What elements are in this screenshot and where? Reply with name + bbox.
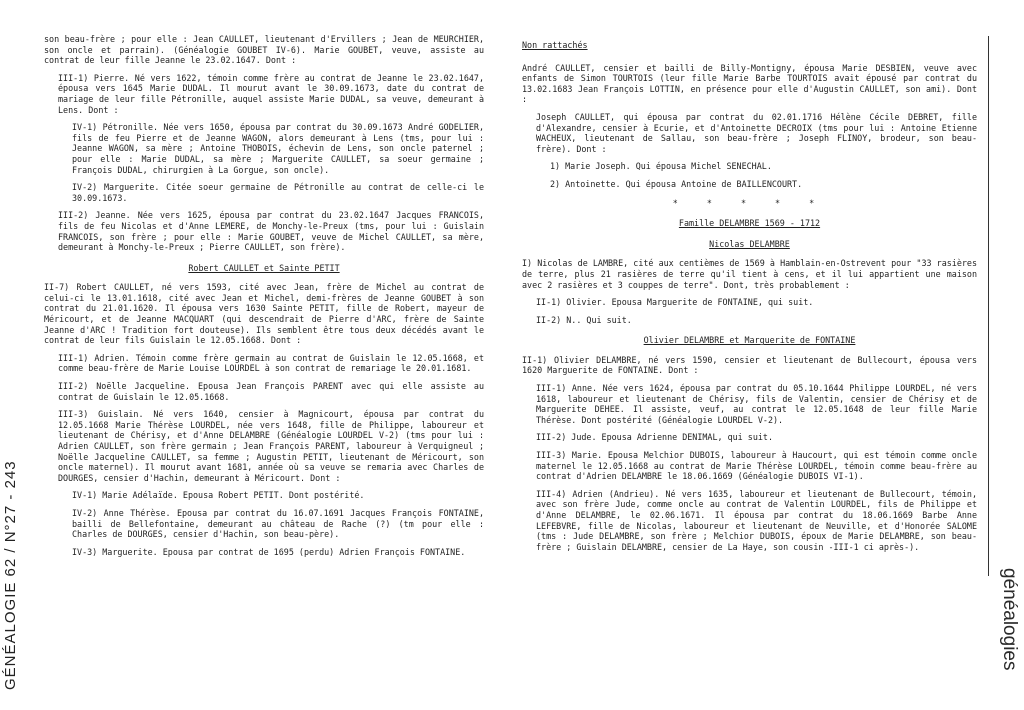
paragraph: III-4) Adrien (Andrieu). Né vers 1635, laboureur et lieutenant de Bullecourt, témoin, avec son frère Jude, comme oncle au contrat de Valentin LOURDEL, fils de Philippe et d'Anne DELAMBRE, le 02.06.1671. Il épousa par contrat du 18.06.1669 Barbe Anne LEFEBVRE, fille de Nicolas, laboureur et lieutenant de Neuville, et d'Honorée SALOME (tms : Jude DELAMBRE, son frère ; Melchior DUBOIS, époux de Marie DELAMBRE, son beau-frère ; Guislain DELAMBRE, censier de La Haye, son cousin -III-1 ci après-). [536, 488, 977, 552]
paragraph: IV-2) Anne Thérèse. Epousa par contrat du 16.07.1691 Jacques François FONTAINE, bailli de Bellefontaine, demeurant au château de Rache (?) (tm pour elle : Charles de DOURGES, censier d'Hachin, son beau-père). [72, 507, 484, 540]
paragraph: II-7) Robert CAULLET, né vers 1593, cité avec Jean, frère de Michel au contrat de celui-ci le 13.01.1618, cité avec Jean et Michel, demi-frères de Jeanne GOUBET à son contrat du 21.01.1620. Il épousa vers 1630 Sainte PETIT, fille de Robert, mayeur de Méricourt, et de Jeanne MACQUART (qui descendrait de Pierre d'ARC, frère de Sainte Jeanne d'ARC ! Tradition fort douteuse). Ils semblent être tous deux décédés avant le contrat de leur fils Guislain le 12.05.1668. Dont : [44, 282, 484, 346]
paragraph: Joseph CAULLET, qui épousa par contrat du 02.01.1716 Hélène Cécile DEBRET, fille d'Alexandre, censier à Ecurie, et d'Antoinette DECROIX (tms pour lui : Antoine Etienne WACHEUX, lieutenant de Sallau, son beau-frère ; Joseph FLINOY, brodeur, son beau-frère). Dont : [536, 111, 977, 154]
paragraph: III-1) Pierre. Né vers 1622, témoin comme frère au contrat de Jeanne le 23.02.1647, épousa vers 1645 Marie DUDAL. Il mourut avant le 30.09.1673, date du contrat de mariage de leur fille Pétronille, auquel assiste Marie DUDAL, sa veuve, demeurant à Lens. Dont : [58, 72, 484, 115]
brand-label: généalogies [999, 568, 1020, 671]
paragraph: III-1) Anne. Née vers 1624, épousa par contrat du 05.10.1644 Philippe LOURDEL, né vers 1618, laboureur et lieutenant de Chérisy, fils de Valentin, censier de Chérisy et de Marguerite DEHEE. Il assiste, veuf, au contrat le 12.05.1648 de leur fille Marie Thérèse. Dont postérité (Généalogie LOURDEL V-2). [536, 383, 977, 425]
left-text-column [44, 34, 484, 564]
paragraph: III-2) Noëlle Jacqueline. Epousa Jean François PARENT avec qui elle assiste au contrat de Guislain le 12.05.1668. [58, 381, 484, 402]
paragraph: IV-3) Marguerite. Epousa par contrat de 1695 (perdu) Adrien François FONTAINE. [72, 546, 466, 557]
section-heading: Non rattachés [522, 40, 588, 50]
paragraph: III-2) Jeanne. Née vers 1625, épousa par contrat du 23.02.1647 Jacques FRANCOIS, fils de feu Nicolas et d'Anne LEMERE, de Monchy-le-Preux (tms, pour lui : Guislain FRANCOIS, son frère ; pour elle : Marie GOUBET, veuve de Michel CAULLET, sa mère, demeurant à Monchy-le-Preux ; Pierre CAULLET, son frère). [58, 210, 484, 253]
paragraph: André CAULLET, censier et bailli de Billy-Montigny, épousa Marie DESBIEN, veuve avec enfants de Simon TOURTOIS (leur fille Marie Barbe TOURTOIS avait épousé par contrat du 13.02.1683 Jean François LOTTIN, en présence pour elle d'Augustin CAULLET, son ami). Dont : [522, 62, 977, 105]
paragraph: II-1) Olivier DELAMBRE, né vers 1590, censier et lieutenant de Bullecourt, épousa vers 1620 Marguerite de FONTAINE. Dont : [522, 354, 977, 376]
section-heading: Robert CAULLET et Sainte PETIT [188, 262, 340, 273]
section-heading: Olivier DELAMBRE et Marguerite de FONTAINE [643, 335, 856, 346]
journal-side-label: GÉNÉALOGIE 62 / N°27 - 243 [2, 460, 19, 690]
paragraph: III-1) Adrien. Témoin comme frère germain au contrat de Guislain le 12.05.1668, et comme beau-frère de Marie Louise LOURDEL à son contrat de remariage le 20.01.1681. [58, 352, 484, 374]
right-text-column [522, 40, 977, 559]
paragraph: I) Nicolas de LAMBRE, cité aux centièmes de 1569 à Hamblain-en-Ostrevent pour "33 rasières de terre, plus 21 rasières de terre qu'il tient à cens, et il lui appartient une maison avec 2 rasières et 3 couppes de terre". Dont, très probablement : [522, 258, 977, 290]
paragraph: son beau-frère ; pour elle : Jean CAULLET, lieutenant d'Ervillers ; Jean de MEURCHIER, son oncle et parrain). (Généalogie GOUBET IV-6). Marie GOUBET, veuve, assiste au contrat de leur fille Jeanne le 23.02.1647. Dont : [44, 34, 484, 66]
paragraph: II-2) N.. Qui suit. [536, 314, 632, 325]
column-divider-line [988, 36, 989, 576]
separator-stars: * * * * * [672, 197, 827, 208]
right-page [504, 0, 1024, 710]
left-page [0, 0, 500, 710]
paragraph: III-3) Guislain. Né vers 1640, censier à Magnicourt, épousa par contrat du 12.05.1668 Marie Thérèse LOURDEL, née vers 1648, fille de Philippe, laboureur et lieutenant de Chérisy, et d'Anne DELAMBRE (Généalogie LOURDEL V-2) (tms pour lui : Adrien CAULLET, son frère germain ; Jean François PARENT, laboureur à Verquigneul ; Noëlle Jacqueline CAULLET, sa femme ; Augustin PETIT, lieutenant de Méricourt, son oncle maternel). Il mourut avant 1681, année où sa veuve se remaria avec Charles de DOURGES, censier d'Hachin, demeurant à Méricourt. Dont : [58, 409, 484, 483]
paragraph: III-2) Jude. Epousa Adrienne DENIMAL, qui suit. [536, 432, 773, 443]
paragraph: IV-2) Marguerite. Citée soeur germaine de Pétronille au contrat de celle-ci le 30.09.1673. [72, 182, 484, 203]
paragraph: II-1) Olivier. Epousa Marguerite de FONTAINE, qui suit. [536, 297, 814, 308]
section-heading: Nicolas DELAMBRE [709, 238, 790, 249]
paragraph: 2) Antoinette. Qui épousa Antoine de BAILLENCOURT. [550, 178, 803, 189]
paragraph: III-3) Marie. Epousa Melchior DUBOIS, laboureur à Haucourt, qui est témoin comme oncle maternel le 12.05.1668 au contrat de Marie Thérèse LOURDEL, témoin comme beau-frère au contrat d'Adrien DELAMBRE le 18.06.1669 (Généalogie DUBOIS VI-1). [536, 450, 977, 482]
paragraph: 1) Marie Joseph. Qui épousa Michel SENECHAL. [550, 161, 772, 172]
paragraph: IV-1) Marie Adélaïde. Epousa Robert PETIT. Dont postérité. [72, 490, 365, 501]
section-heading: Famille DELAMBRE 1569 - 1712 [678, 218, 821, 229]
paragraph: IV-1) Pétronille. Née vers 1650, épousa par contrat du 30.09.1673 André GODELIER, fils de feu Pierre et de Jeanne WAGON, alors demeurant à Lens (tms, pour lui : Jeanne WAGON, sa mère ; Antoine THOBOIS, échevin de Lens, son oncle paternel ; pour elle : Marie DUDAL, sa mère ; Marguerite CAULLET, sa soeur germaine ; François DUDAL, chirurgien à La Gorgue, son oncle). [72, 122, 484, 175]
